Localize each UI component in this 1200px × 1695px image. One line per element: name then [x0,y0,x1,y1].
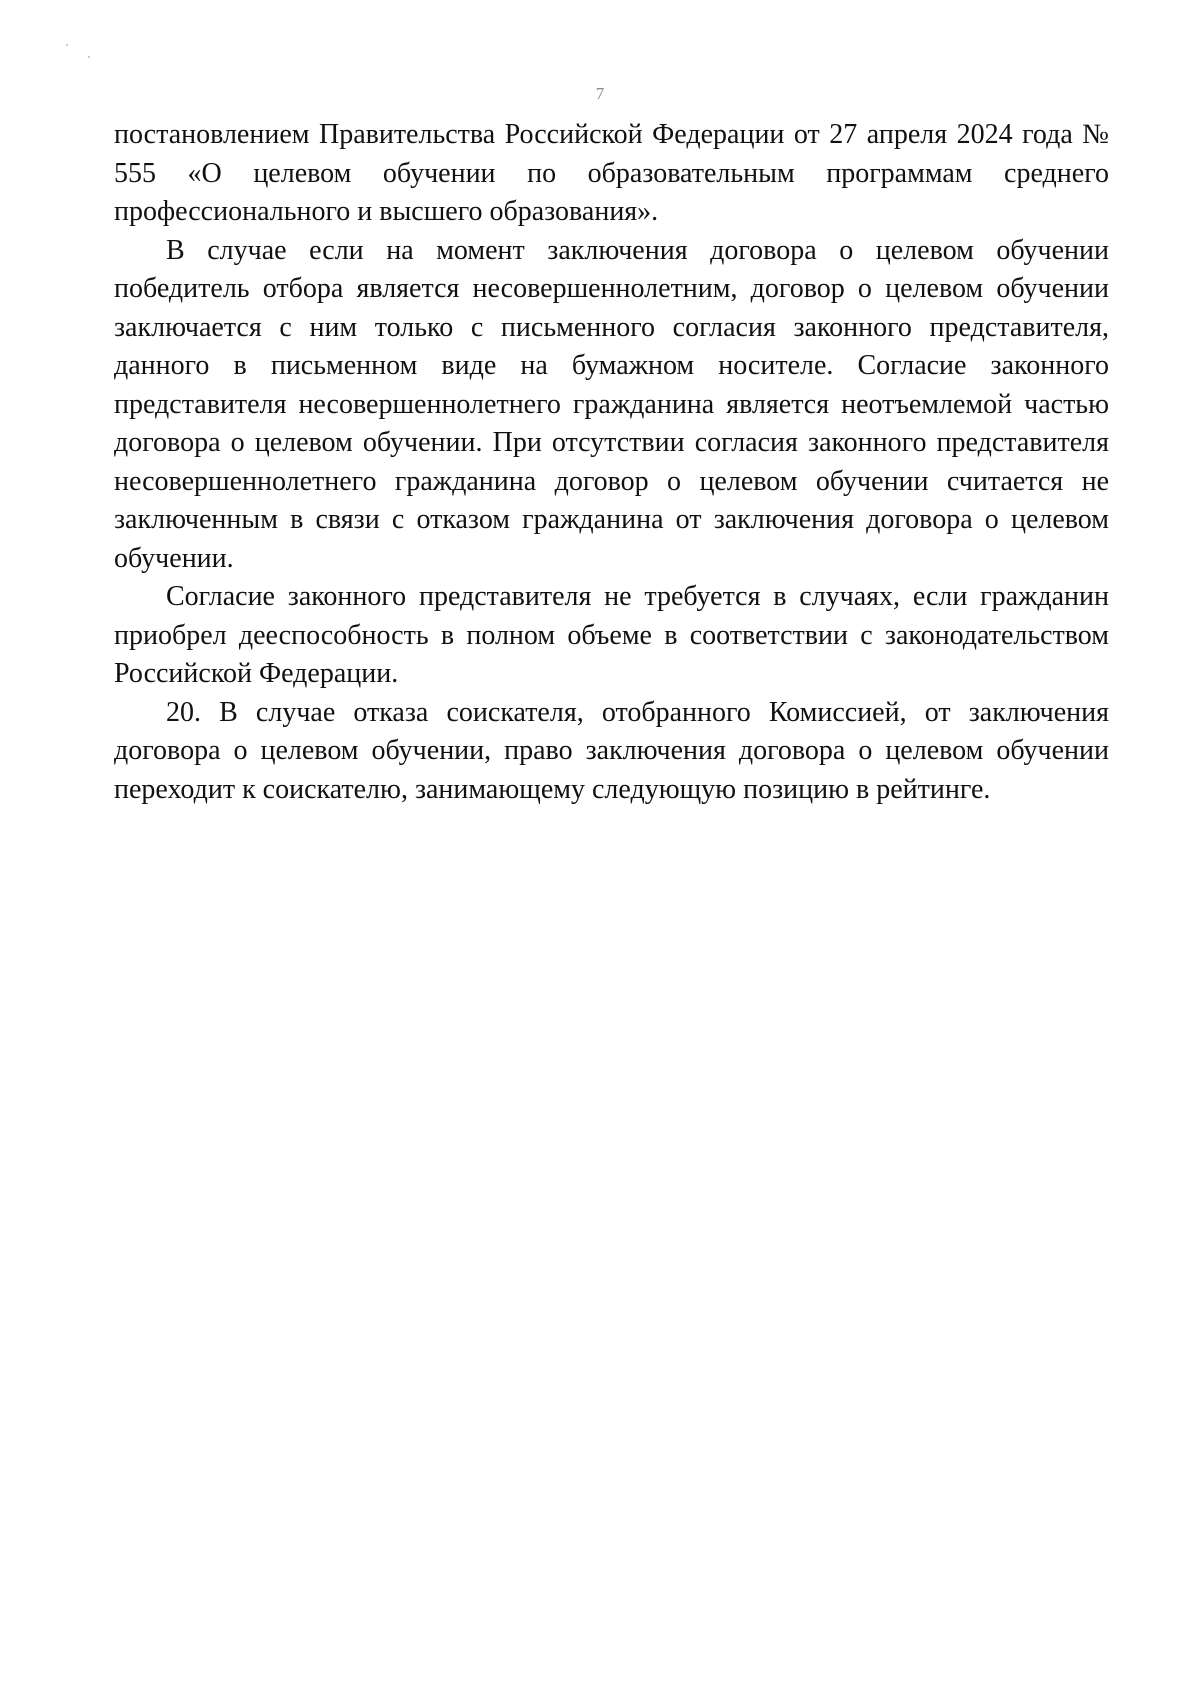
paragraph-continuation: постановлением Правительства Российской Федерации от 27 апреля 2024 года № 555 «О целевом обучении по образовательным программам среднего профессионального и высшего образования». [114,119,1109,227]
page-number: 7 [595,84,605,103]
paragraph-consent-exception: Согласие законного представителя не требуется в случаях, если гражданин приобрел дееспособность в полном объеме в соответствии с законодательством Российской Федерации. [114,581,1109,689]
paragraph-minor-consent: В случае если на момент заключения договора о целевом обучении победитель отбора является несовершеннолетним, договор о целевом обучении заключается с ним только с письменного согласия законного представителя, данного в письменном виде на бумажном носителе. Согласие законного представителя несовершеннолетнего гражданина является неотъемлемой частью договора о целевом обучении. При отсутствии согласия законного представителя несовершеннолетнего гражданина договор о целевом обучении считается не заключенным в связи с отказом гражданина от заключения договора о целевом обучении. [114,234,1109,574]
paragraph-item-20: 20. В случае отказа соискателя, отобранного Комиссией, от заключения договора о целевом обучении, право заключения договора о целевом обучении переходит к соискателю, занимающему следующую позицию в рейтинге. [114,696,1109,805]
scan-artifact [88,56,90,58]
document-body [114,116,1109,809]
scan-artifact [66,44,68,46]
